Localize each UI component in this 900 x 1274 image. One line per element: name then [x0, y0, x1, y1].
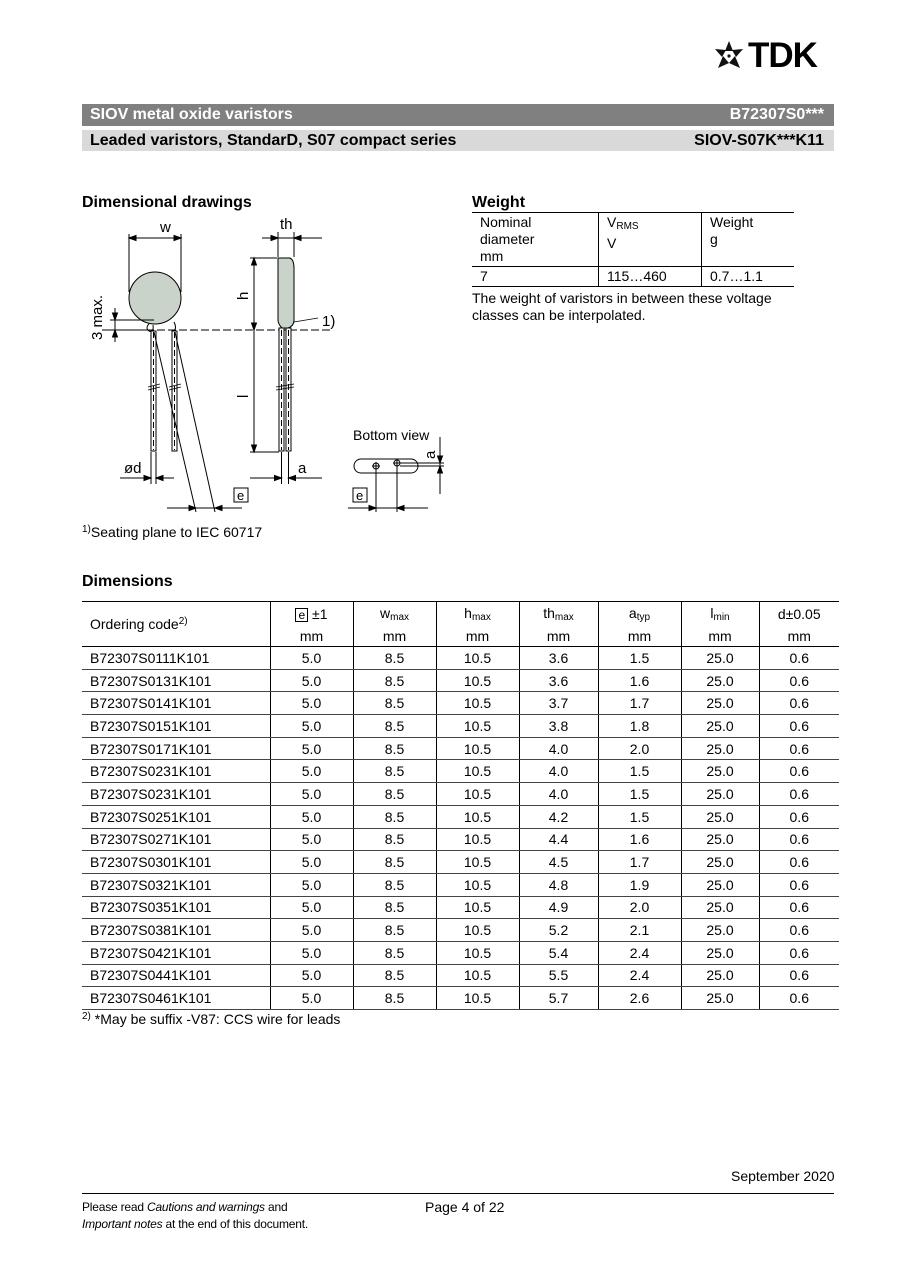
- dimension-cell: 10.5: [436, 692, 519, 715]
- product-title: SIOV metal oxide varistors: [90, 106, 293, 123]
- dimension-cell: 1.5: [598, 783, 681, 806]
- dimension-cell: 8.5: [353, 783, 436, 806]
- dimension-cell: 25.0: [681, 692, 759, 715]
- header-bar: [82, 104, 834, 126]
- label-a: a: [298, 460, 307, 477]
- dimension-cell: 0.6: [759, 692, 839, 715]
- dimension-cell: 8.5: [353, 851, 436, 874]
- ordering-code-cell: B72307S0231K101: [82, 783, 270, 806]
- weight-cell: 7: [472, 267, 599, 287]
- unit-cell: mm: [759, 626, 839, 647]
- ordering-code-cell: B72307S0251K101: [82, 805, 270, 828]
- table-row: [82, 647, 839, 670]
- dimension-cell: 25.0: [681, 896, 759, 919]
- dimension-cell: 0.6: [759, 941, 839, 964]
- footnote-mark-1: 1): [82, 524, 91, 535]
- dimension-cell: 10.5: [436, 737, 519, 760]
- dimension-cell: 5.0: [270, 941, 353, 964]
- ordering-code-cell: B72307S0131K101: [82, 669, 270, 692]
- dimension-cell: 25.0: [681, 873, 759, 896]
- page-number: Page 4 of 22: [425, 1199, 505, 1215]
- dimension-cell: 0.6: [759, 919, 839, 942]
- ordering-code-cell: B72307S0321K101: [82, 873, 270, 896]
- col-header-e: e ±1: [270, 602, 353, 627]
- weight-header-weight: Weight g: [702, 213, 795, 267]
- label-bottom-view: Bottom view: [353, 427, 430, 443]
- dimension-cell: 8.5: [353, 715, 436, 738]
- ordering-code-cell: B72307S0441K101: [82, 964, 270, 987]
- dimension-cell: 8.5: [353, 964, 436, 987]
- weight-cell: 115…460: [599, 267, 702, 287]
- table-row: [82, 851, 839, 874]
- dimension-cell: 0.6: [759, 987, 839, 1010]
- dimension-cell: 8.5: [353, 760, 436, 783]
- dimension-cell: 25.0: [681, 851, 759, 874]
- dimension-cell: 2.4: [598, 964, 681, 987]
- dimension-cell: 0.6: [759, 783, 839, 806]
- table-row: [82, 669, 839, 692]
- col-header-w: $w_{max}$: [353, 602, 436, 627]
- dimension-cell: 3.6: [519, 647, 598, 670]
- drawing-footnote: $^{1)}$Seating plane to IEC 60717: [82, 524, 263, 540]
- dimension-cell: 4.2: [519, 805, 598, 828]
- dimension-cell: 10.5: [436, 941, 519, 964]
- ordering-code-cell: B72307S0231K101: [82, 760, 270, 783]
- dimension-cell: 0.6: [759, 805, 839, 828]
- dimension-cell: 25.0: [681, 715, 759, 738]
- weight-header-vrms: $V_{RMS}$ V: [599, 213, 702, 267]
- col-header-a: $a_{typ}$: [598, 602, 681, 627]
- footer-divider: [82, 1193, 834, 1194]
- dimension-cell: 5.0: [270, 760, 353, 783]
- dimension-cell: 5.0: [270, 715, 353, 738]
- label-e: e: [237, 488, 245, 503]
- dimension-cell: 5.0: [270, 692, 353, 715]
- dimension-cell: 5.0: [270, 669, 353, 692]
- dimension-cell: 5.2: [519, 919, 598, 942]
- weight-cell: 0.7…1.1: [702, 267, 795, 287]
- dimension-cell: 5.4: [519, 941, 598, 964]
- ordering-code-cell: B72307S0421K101: [82, 941, 270, 964]
- dimension-cell: 0.6: [759, 715, 839, 738]
- dimension-cell: 3.8: [519, 715, 598, 738]
- dimension-cell: 25.0: [681, 647, 759, 670]
- label-note1: 1): [322, 313, 336, 330]
- dimension-cell: 0.6: [759, 647, 839, 670]
- weight-header-diameter: Nominal diameter mm: [472, 213, 599, 267]
- dimension-cell: 5.0: [270, 896, 353, 919]
- dimension-cell: 10.5: [436, 896, 519, 919]
- dimension-cell: 8.5: [353, 873, 436, 896]
- dimension-cell: 8.5: [353, 737, 436, 760]
- col-header-th: $th_{max}$: [519, 602, 598, 627]
- dimension-cell: 25.0: [681, 964, 759, 987]
- label-h: h: [235, 291, 252, 300]
- dimension-cell: 4.9: [519, 896, 598, 919]
- footer-notice: Please read Cautions and warnings and Important notes at the end of this document.: [82, 1200, 309, 1231]
- table-row: [82, 964, 839, 987]
- dimension-cell: 25.0: [681, 783, 759, 806]
- dimension-cell: 25.0: [681, 737, 759, 760]
- dimensions-footnote: $^{2)}$ *May be suffix -V87: CCS wire for leads: [82, 1011, 341, 1027]
- ordering-code-cell: B72307S0351K101: [82, 896, 270, 919]
- dimension-cell: 2.1: [598, 919, 681, 942]
- dimension-cell: 10.5: [436, 805, 519, 828]
- dimension-cell: 2.6: [598, 987, 681, 1010]
- unit-cell: mm: [436, 626, 519, 647]
- dimension-cell: 4.0: [519, 737, 598, 760]
- footer-date: September 2020: [731, 1168, 835, 1184]
- dimension-cell: 25.0: [681, 805, 759, 828]
- table-row: [82, 692, 839, 715]
- col-header-l: $l_{min}$: [681, 602, 759, 627]
- product-subtitle: Leaded varistors, StandarD, S07 compact series: [90, 132, 457, 149]
- dimension-cell: 8.5: [353, 987, 436, 1010]
- dimension-cell: 2.4: [598, 941, 681, 964]
- dimension-cell: 8.5: [353, 647, 436, 670]
- dimensional-drawing: [82, 212, 452, 522]
- dimension-cell: 0.6: [759, 964, 839, 987]
- dimension-cell: 1.7: [598, 692, 681, 715]
- dimension-cell: 5.0: [270, 828, 353, 851]
- dimension-cell: 10.5: [436, 919, 519, 942]
- dimension-cell: 2.0: [598, 737, 681, 760]
- dimension-cell: 5.0: [270, 919, 353, 942]
- dimension-cell: 10.5: [436, 851, 519, 874]
- dimension-cell: 1.6: [598, 669, 681, 692]
- dimension-cell: 1.8: [598, 715, 681, 738]
- dimension-cell: 1.5: [598, 805, 681, 828]
- dimension-cell: 1.5: [598, 760, 681, 783]
- dimensions-heading: Dimensions: [82, 573, 173, 590]
- dimension-cell: 1.9: [598, 873, 681, 896]
- label-od: ød: [124, 460, 142, 477]
- weight-table: [472, 212, 794, 287]
- table-row: [82, 737, 839, 760]
- dimension-cell: 8.5: [353, 669, 436, 692]
- unit-cell: mm: [519, 626, 598, 647]
- dimension-cell: 25.0: [681, 828, 759, 851]
- weight-note: The weight of varistors in between these voltage classes can be interpolated.: [472, 290, 772, 323]
- unit-cell: mm: [353, 626, 436, 647]
- table-row: [82, 760, 839, 783]
- dimension-cell: 1.7: [598, 851, 681, 874]
- dimension-cell: 8.5: [353, 828, 436, 851]
- dimension-cell: 0.6: [759, 669, 839, 692]
- table-row: [82, 941, 839, 964]
- dimension-cell: 25.0: [681, 669, 759, 692]
- ordering-code-cell: B72307S0381K101: [82, 919, 270, 942]
- weight-heading: Weight: [472, 194, 526, 211]
- dimension-cell: 3.6: [519, 669, 598, 692]
- col-header-d: d±0.05: [759, 602, 839, 627]
- dimension-cell: 10.5: [436, 964, 519, 987]
- logo-text: TDK: [748, 36, 817, 75]
- dimension-cell: 5.0: [270, 783, 353, 806]
- dimension-cell: 0.6: [759, 873, 839, 896]
- dimension-cell: 4.0: [519, 783, 598, 806]
- label-e-bottom: e: [356, 488, 364, 503]
- dimension-cell: 25.0: [681, 941, 759, 964]
- dimension-cell: 0.6: [759, 760, 839, 783]
- table-row: [82, 828, 839, 851]
- dimension-cell: 8.5: [353, 805, 436, 828]
- dimension-cell: 4.5: [519, 851, 598, 874]
- dimension-cell: 8.5: [353, 941, 436, 964]
- dimension-cell: 4.8: [519, 873, 598, 896]
- unit-cell: mm: [681, 626, 759, 647]
- part-number: B72307S0***: [729, 106, 824, 123]
- dimension-cell: 8.5: [353, 692, 436, 715]
- dimension-cell: 4.0: [519, 760, 598, 783]
- unit-cell: mm: [598, 626, 681, 647]
- table-row: [82, 715, 839, 738]
- dimension-cell: 5.0: [270, 805, 353, 828]
- col-header-h: $h_{max}$: [436, 602, 519, 627]
- table-row: [82, 873, 839, 896]
- dimension-cell: 2.0: [598, 896, 681, 919]
- ordering-code-cell: B72307S0271K101: [82, 828, 270, 851]
- dimension-cell: 5.0: [270, 647, 353, 670]
- dimension-cell: 10.5: [436, 715, 519, 738]
- label-a-bottom: a: [422, 450, 439, 459]
- dimension-cell: 25.0: [681, 919, 759, 942]
- col-header-ordering: Ordering code$^{2)}$: [82, 602, 270, 647]
- dimension-cell: 10.5: [436, 828, 519, 851]
- table-row: [82, 783, 839, 806]
- table-row: [82, 987, 839, 1010]
- dimension-cell: 10.5: [436, 987, 519, 1010]
- label-th: th: [280, 216, 293, 233]
- ordering-code-cell: B72307S0141K101: [82, 692, 270, 715]
- dimension-cell: 0.6: [759, 828, 839, 851]
- tdk-star-icon: [712, 40, 746, 72]
- ordering-code-cell: B72307S0171K101: [82, 737, 270, 760]
- dimension-cell: 10.5: [436, 783, 519, 806]
- series-name: SIOV-S07K***K11: [694, 132, 824, 149]
- dimension-cell: 5.0: [270, 737, 353, 760]
- dimension-cell: 4.4: [519, 828, 598, 851]
- drawing-heading: Dimensional drawings: [82, 194, 252, 211]
- ordering-code-cell: B72307S0151K101: [82, 715, 270, 738]
- tdk-logo: [712, 36, 817, 75]
- dimension-cell: 1.6: [598, 828, 681, 851]
- label-3max: 3 max.: [89, 294, 106, 340]
- dimension-cell: 25.0: [681, 760, 759, 783]
- label-l: l: [235, 394, 252, 398]
- dimension-cell: 10.5: [436, 873, 519, 896]
- dimension-cell: 8.5: [353, 896, 436, 919]
- table-row: [82, 896, 839, 919]
- table-row: [82, 919, 839, 942]
- dimension-cell: 5.0: [270, 851, 353, 874]
- subheader-bar: [82, 130, 834, 151]
- table-row: [82, 805, 839, 828]
- dimension-cell: 5.5: [519, 964, 598, 987]
- dimension-cell: 0.6: [759, 737, 839, 760]
- ordering-code-cell: B72307S0301K101: [82, 851, 270, 874]
- ordering-code-cell: B72307S0461K101: [82, 987, 270, 1010]
- label-w: w: [160, 219, 171, 236]
- ordering-code-cell: B72307S0111K101: [82, 647, 270, 670]
- dimension-cell: 5.0: [270, 987, 353, 1010]
- dimension-cell: 0.6: [759, 896, 839, 919]
- dimension-cell: 5.7: [519, 987, 598, 1010]
- dimensions-table: [82, 601, 839, 1010]
- dimension-cell: 3.7: [519, 692, 598, 715]
- dimension-cell: 8.5: [353, 919, 436, 942]
- dimension-cell: 10.5: [436, 669, 519, 692]
- dimension-cell: 1.5: [598, 647, 681, 670]
- dimension-cell: 10.5: [436, 647, 519, 670]
- dimension-cell: 5.0: [270, 964, 353, 987]
- dimension-cell: 25.0: [681, 987, 759, 1010]
- dimension-cell: 5.0: [270, 873, 353, 896]
- dimension-cell: 10.5: [436, 760, 519, 783]
- dimension-cell: 0.6: [759, 851, 839, 874]
- unit-cell: mm: [270, 626, 353, 647]
